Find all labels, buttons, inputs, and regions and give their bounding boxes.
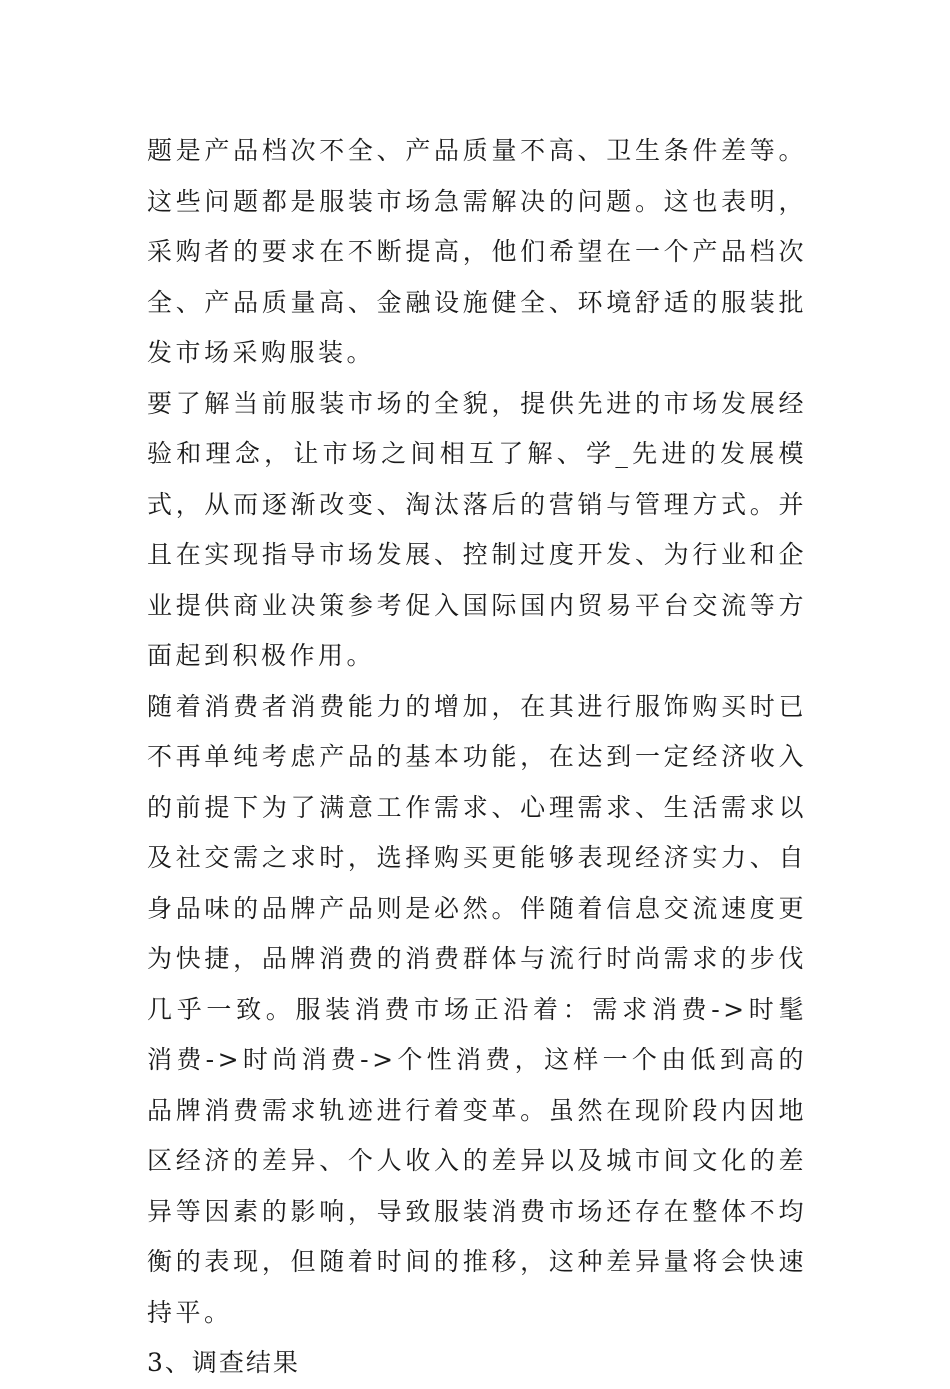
paragraph-consumer-trends: 随着消费者消费能力的增加，在其进行服饰购买时已不再单纯考虑产品的基本功能，在达到一定经济收入的前提下为了满意工作需求、心理需求、生活需求以及社交需之求时，选择购买更能够表现经济实力、自身品味的品牌产品则是必然。伴随着信息交流速度更为快捷，品牌消费的消费群体与流行时尚需求的步伐几乎一致。服装消费市场正沿着：需求消费->时髦消费->时尚消费->个性消费，这样一个由低到高的品牌消费需求轨迹进行着变革。虽然在现阶段内因地区经济的差异、个人收入的差异以及城市间文化的差异等因素的影响，导致服装消费市场还存在整体不均衡的表现，但随着时间的推移，这种差异量将会快速持平。 [147,691,807,1327]
section-heading: 3、调查结果 [147,1348,300,1377]
document-body [147,126,807,1389]
paragraph-market-understanding: 要了解当前服装市场的全貌，提供先进的市场发展经验和理念，让市场之间相互了解、学_先进的发展模式，从而逐渐改变、淘汰落后的营销与管理方式。并且在实现指导市场发展、控制过度开发、为行业和企业提供商业决策参考促入国际国内贸易平台交流等方面起到积极作用。 [147,388,807,670]
paragraph-market-problems: 题是产品档次不全、产品质量不高、卫生条件差等。这些问题都是服装市场急需解决的问题。这也表明，采购者的要求在不断提高，他们希望在一个产品档次全、产品质量高、金融设施健全、环境舒适的服装批发市场采购服装。 [147,136,807,367]
